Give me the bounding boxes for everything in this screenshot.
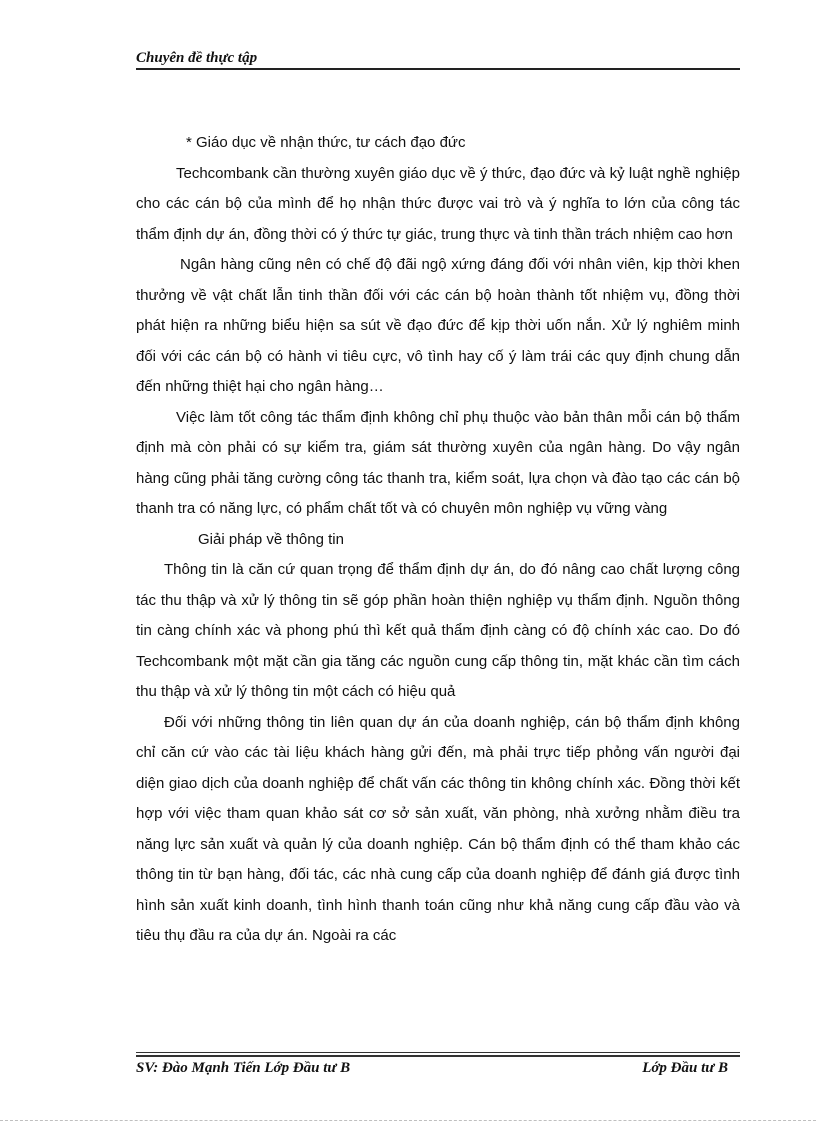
footer-rule [136, 1052, 740, 1053]
paragraph: Ngân hàng cũng nên có chế độ đãi ngộ xứng đáng đối với nhân viên, kịp thời khen thưởng về vật chất lẫn tinh thần đối với các cán bộ hoàn thành tốt nhiệm vụ, đồng thời phát hiện ra những biểu hiện sa sút về đạo đức để kịp thời uốn nắn. Xử lý nghiêm minh đối với các cán bộ có hành vi tiêu cực, vô tình hay cố ý làm trái các quy định chung dẫn đến những thiệt hại cho ngân hàng… [136, 256, 740, 395]
paragraph: Đối với những thông tin liên quan dự án của doanh nghiệp, cán bộ thẩm định không chỉ căn cứ vào các tài liệu khách hàng gửi đến, mà phải trực tiếp phỏng vấn người đại diện giao dịch của doanh nghiệp để chất vấn các thông tin không chính xác. Đồng thời kết hợp với việc tham quan khảo sát cơ sở sản xuất, văn phòng, nhà xưởng nhằm điều tra năng lực sản xuất và quản lý của doanh nghiệp. Cán bộ thẩm định có thể tham khảo các thông tin từ bạn hàng, đối tác, các nhà cung cấp của doanh nghiệp để đánh giá được tình hình sản xuất kinh doanh, tình hình thanh toán cũng như khả năng cung cấp đầu vào và tiêu thụ đầu ra của dự án. Ngoài ra các [136, 713, 740, 944]
header-rule [136, 68, 740, 70]
page-break-line [0, 1120, 816, 1121]
document-body [136, 128, 740, 952]
section-heading-ethics: * Giáo dục về nhận thức, tư cách đạo đức [186, 134, 466, 151]
header-title: Chuyên đề thực tập [136, 50, 258, 66]
page-header [136, 48, 740, 70]
paragraph: Việc làm tốt công tác thẩm định không chỉ phụ thuộc vào bản thân mỗi cán bộ thẩm định mà còn phải có sự kiểm tra, giám sát thường xuyên của ngân hàng. Do vậy ngân hàng cũng phải tăng cường công tác thanh tra, kiểm soát, lựa chọn và đào tạo các cán bộ thanh tra có năng lực, có phẩm chất tốt và có chuyên môn nghiệp vụ vững vàng [136, 408, 740, 517]
footer-student: SV: Đào Mạnh Tiến Lớp Đầu tư B [136, 1060, 351, 1076]
footer-class: Lớp Đầu tư B [642, 1060, 728, 1076]
page-footer [136, 1052, 740, 1082]
footer-rule-thick [136, 1055, 740, 1057]
section-heading-information: Giải pháp về thông tin [198, 530, 344, 548]
paragraph: Thông tin là căn cứ quan trọng để thẩm định dự án, do đó nâng cao chất lượng công tác thu thập và xử lý thông tin sẽ góp phần hoàn thiện nghiệp vụ thẩm định. Nguồn thông tin càng chính xác và phong phú thì kết quả thẩm định càng có độ chính xác cao. Do đó Techcombank một mặt cần gia tăng các nguồn cung cấp thông tin, mặt khác cần tìm cách thu thập và xử lý thông tin một cách có hiệu quả [136, 561, 740, 700]
paragraph: Techcombank cần thường xuyên giáo dục về ý thức, đạo đức và kỷ luật nghề nghiệp cho các cán bộ của mình để họ nhận thức được vai trò và ý nghĩa to lớn của công tác thẩm định dự án, đồng thời có ý thức tự giác, trung thực và tinh thần trách nhiệm cao hơn [136, 164, 740, 243]
